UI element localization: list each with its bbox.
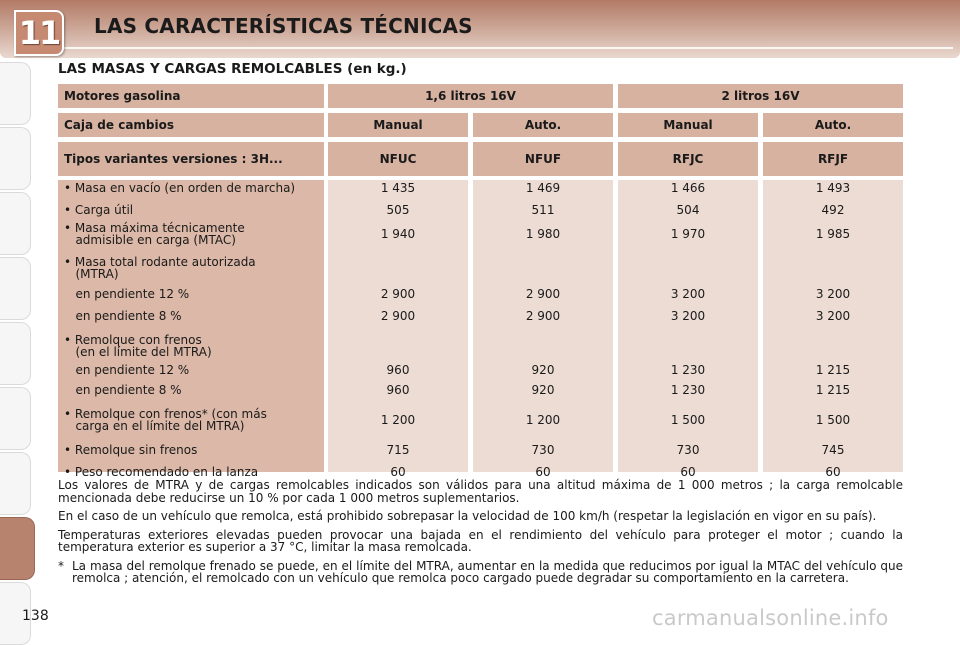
row-value: 1 200 <box>380 413 416 427</box>
header-gearbox-3: Manual <box>618 113 758 137</box>
header-engine-2: 2 litros 16V <box>618 84 903 108</box>
row-value: 1 940 <box>380 227 416 241</box>
page-number: 138 <box>22 608 49 624</box>
header-variant-3: RFJC <box>618 142 758 176</box>
row-value: 60 <box>535 465 551 479</box>
row-value: 1 230 <box>670 383 706 397</box>
row-label: • Remolque sin frenos <box>64 443 198 457</box>
row-value: 2 900 <box>525 287 561 301</box>
footnote-marker: * <box>58 558 64 573</box>
row-value: 920 <box>531 383 555 397</box>
row-label: en pendiente 12 % <box>64 287 190 301</box>
row-value: 1 980 <box>525 227 561 241</box>
table-body <box>58 180 903 479</box>
row-value: 1 466 <box>670 181 706 195</box>
header-gearbox-2: Auto. <box>473 113 613 137</box>
note-temperature: Temperaturas exteriores elevadas pueden provocar una bajada en el rendimiento del vehículo para proteger el motor ; cuando la temperatura exterior es superior a 37 °C, limitar la masa remolcada. <box>58 527 903 554</box>
row-label: en pendiente 12 % <box>64 363 190 377</box>
row-value: 960 <box>386 363 410 377</box>
row-value: 730 <box>531 443 555 457</box>
page-title: LAS CARACTERÍSTICAS TÉCNICAS <box>94 14 473 38</box>
notes <box>58 479 903 585</box>
row-value: 1 215 <box>815 383 851 397</box>
row-value: 3 200 <box>815 287 851 301</box>
row-value: 3 200 <box>670 287 706 301</box>
row-label: • Masa máxima técnicamente admisible en carga (MTAC) <box>64 221 245 247</box>
row-label: • Masa en vacío (en orden de marcha) <box>64 181 296 195</box>
chapter-badge <box>14 10 64 56</box>
row-value: 730 <box>676 443 700 457</box>
watermark: carmanualsonline.info <box>652 606 889 630</box>
row-value: 492 <box>821 203 845 217</box>
side-tab[interactable] <box>0 452 31 515</box>
row-value: 2 900 <box>380 309 416 323</box>
row-value: 3 200 <box>670 309 706 323</box>
footnote <box>58 560 903 585</box>
side-tab[interactable] <box>0 127 31 190</box>
row-value: 511 <box>531 203 555 217</box>
row-value: 715 <box>386 443 410 457</box>
footnote-text: La masa del remolque frenado se puede, en el límite del MTRA, aumentar en la medida que reducimos por igual la MTAC del vehículo que remolca ; atención, el remolcado con un vehículo que remolca poco cargado puede degradar su comportamiento en la carretera. <box>72 558 903 585</box>
note-altitude: Los valores de MTRA y de cargas remolcables indicados son válidos para una altitud máxima de 1 000 metros ; la carga remolcable mencionada debe reducirse un 10 % por cada 1 000 metros suplementarios. <box>58 478 903 505</box>
side-tab[interactable] <box>0 192 31 255</box>
row-value: 60 <box>680 465 696 479</box>
header-variant-2: NFUF <box>473 142 613 176</box>
row-label: • Peso recomendado en la lanza <box>64 465 259 479</box>
row-value: 960 <box>386 383 410 397</box>
row-value: 1 500 <box>815 413 851 427</box>
side-tab[interactable] <box>0 387 31 450</box>
row-value: 1 469 <box>525 181 561 195</box>
header-engine-label: Motores gasolina <box>58 84 324 108</box>
note-speed: En el caso de un vehículo que remolca, está prohibido sobrepasar la velocidad de 100 km/h (respetar la legislación en vigor en su país). <box>58 509 877 523</box>
header-engine-1: 1,6 litros 16V <box>328 84 613 108</box>
row-value: 60 <box>825 465 841 479</box>
side-tab[interactable] <box>0 257 31 320</box>
header-rule <box>48 47 953 49</box>
side-tab[interactable] <box>0 62 31 125</box>
header-variants-label: Tipos variantes versiones : 3H... <box>58 142 324 176</box>
row-label: • Remolque con frenos* (con más carga en el límite del MTRA) <box>64 407 267 433</box>
value-column <box>763 180 903 472</box>
row-value: 3 200 <box>815 309 851 323</box>
row-value: 60 <box>390 465 406 479</box>
row-value: 1 500 <box>670 413 706 427</box>
header-variant-4: RFJF <box>763 142 903 176</box>
row-value: 1 200 <box>525 413 561 427</box>
row-value: 920 <box>531 363 555 377</box>
side-tab[interactable] <box>0 322 31 385</box>
row-value: 504 <box>676 203 700 217</box>
value-column <box>618 180 758 472</box>
row-label: en pendiente 8 % <box>64 383 182 397</box>
row-value: 1 215 <box>815 363 851 377</box>
side-tab-active[interactable] <box>0 517 35 580</box>
row-value: 505 <box>386 203 410 217</box>
section-title: LAS MASAS Y CARGAS REMOLCABLES (en kg.) <box>58 61 407 77</box>
row-value: 1 493 <box>815 181 851 195</box>
row-label: • Masa total rodante autorizada (MTRA) <box>64 255 256 281</box>
row-value: 1 435 <box>380 181 416 195</box>
row-value: 745 <box>821 443 845 457</box>
value-column <box>473 180 613 472</box>
header-gearbox-label: Caja de cambios <box>58 113 324 137</box>
header-gearbox-1: Manual <box>328 113 468 137</box>
chapter-number: 11 <box>18 14 60 52</box>
row-label: • Carga útil <box>64 203 134 217</box>
value-column <box>328 180 468 472</box>
row-value: 2 900 <box>380 287 416 301</box>
row-label: • Remolque con frenos (en el límite del MTRA) <box>64 333 212 359</box>
header-gearbox-4: Auto. <box>763 113 903 137</box>
row-value: 1 985 <box>815 227 851 241</box>
row-value: 1 230 <box>670 363 706 377</box>
row-value: 1 970 <box>670 227 706 241</box>
row-label: en pendiente 8 % <box>64 309 182 323</box>
header-variant-1: NFUC <box>328 142 468 176</box>
row-value: 2 900 <box>525 309 561 323</box>
